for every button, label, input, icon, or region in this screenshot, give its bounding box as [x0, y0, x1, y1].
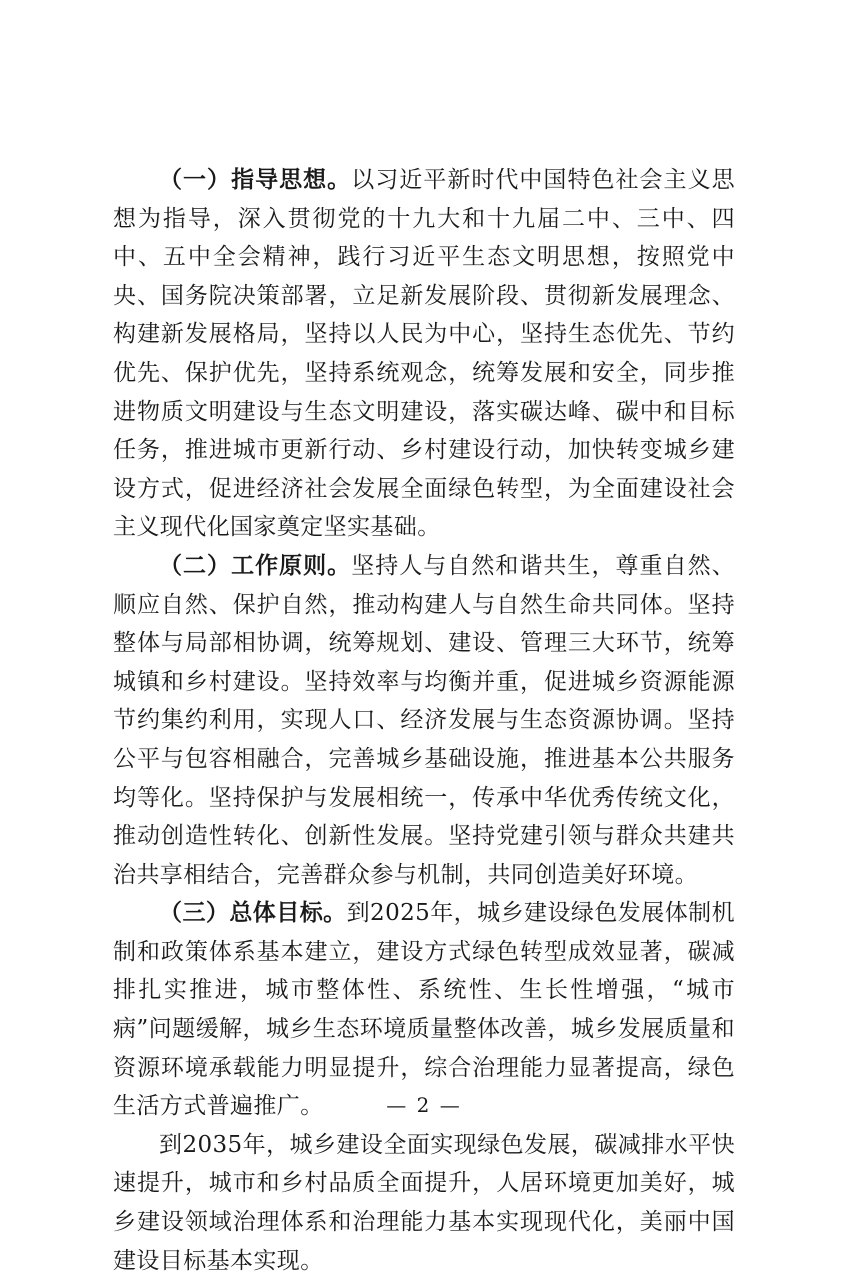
paragraph-overall-goals — [113, 894, 735, 1126]
text-work-principles: 坚持人与自然和谐共生，尊重自然、顺应自然、保护自然，推动构建人与自然生命共同体。坚持整体与局部相协调，统筹规划、建设、管理三大环节，统筹城镇和乡村建设。坚持效率与均衡并重，促进城乡资源能源节约集约利用，实现人口、经济发展与生态资源协调。坚持公平与包容相融合，完善城乡基础设施，推进基本公共服务均等化。坚持保护与发展相统一，传承中华优秀传统文化，推动创造性转化、创新性发展。坚持党建引领与群众共建共治共享相结合，完善群众参与机制，共同创造美好环境。 — [113, 552, 736, 888]
page-number: — 2 — — [386, 1093, 462, 1117]
text-guiding-ideology: 以习近平新时代中国特色社会主义思想为指导，深入贯彻党的十九大和十九届二中、三中、四中、五中全会精神，践行习近平生态文明思想，按照党中央、国务院决策部署，立足新发展阶段、贯彻新发展理念、构建新发展格局，坚持以人民为中心，坚持生态优先、节约优先、保护优先，坚持系统观念，统筹发展和安全，同步推进物质文明建设与生态文明建设，落实碳达峰、碳中和目标任务，推进城市更新行动、乡村建设行动，加快转变城乡建设方式，促进经济社会发展全面绿色转型，为全面建设社会主义现代化国家奠定坚实基础。 — [113, 167, 736, 541]
heading-overall-goals: （三）总体目标。 — [159, 900, 347, 927]
paragraph-guiding-ideology — [113, 161, 735, 547]
paragraph-work-principles — [113, 547, 735, 894]
heading-guiding-ideology: （一）指导思想。 — [159, 167, 352, 193]
text-overall-goals: 到2025年，城乡建设绿色发展体制机制和政策体系基本建立，建设方式绿色转型成效显著，碳减排扎实推进，城市整体性、系统性、生长性增强，“城市病”问题缓解，城乡生态环境质量整体改善，城乡发展质量和资源环境承载能力明显提升，综合治理能力显著提高，绿色生活方式普遍推广。 — [113, 900, 736, 1120]
heading-work-principles: （二）工作原则。 — [159, 552, 352, 579]
paragraph-2035-goals — [113, 1126, 735, 1280]
text-2035-goals: 到2035年，城乡建设全面实现绿色发展，碳减排水平快速提升，城市和乡村品质全面提升，人居环境更加美好，城乡建设领域治理体系和治理能力基本实现现代化，美丽中国建设目标基本实现。 — [113, 1131, 735, 1274]
